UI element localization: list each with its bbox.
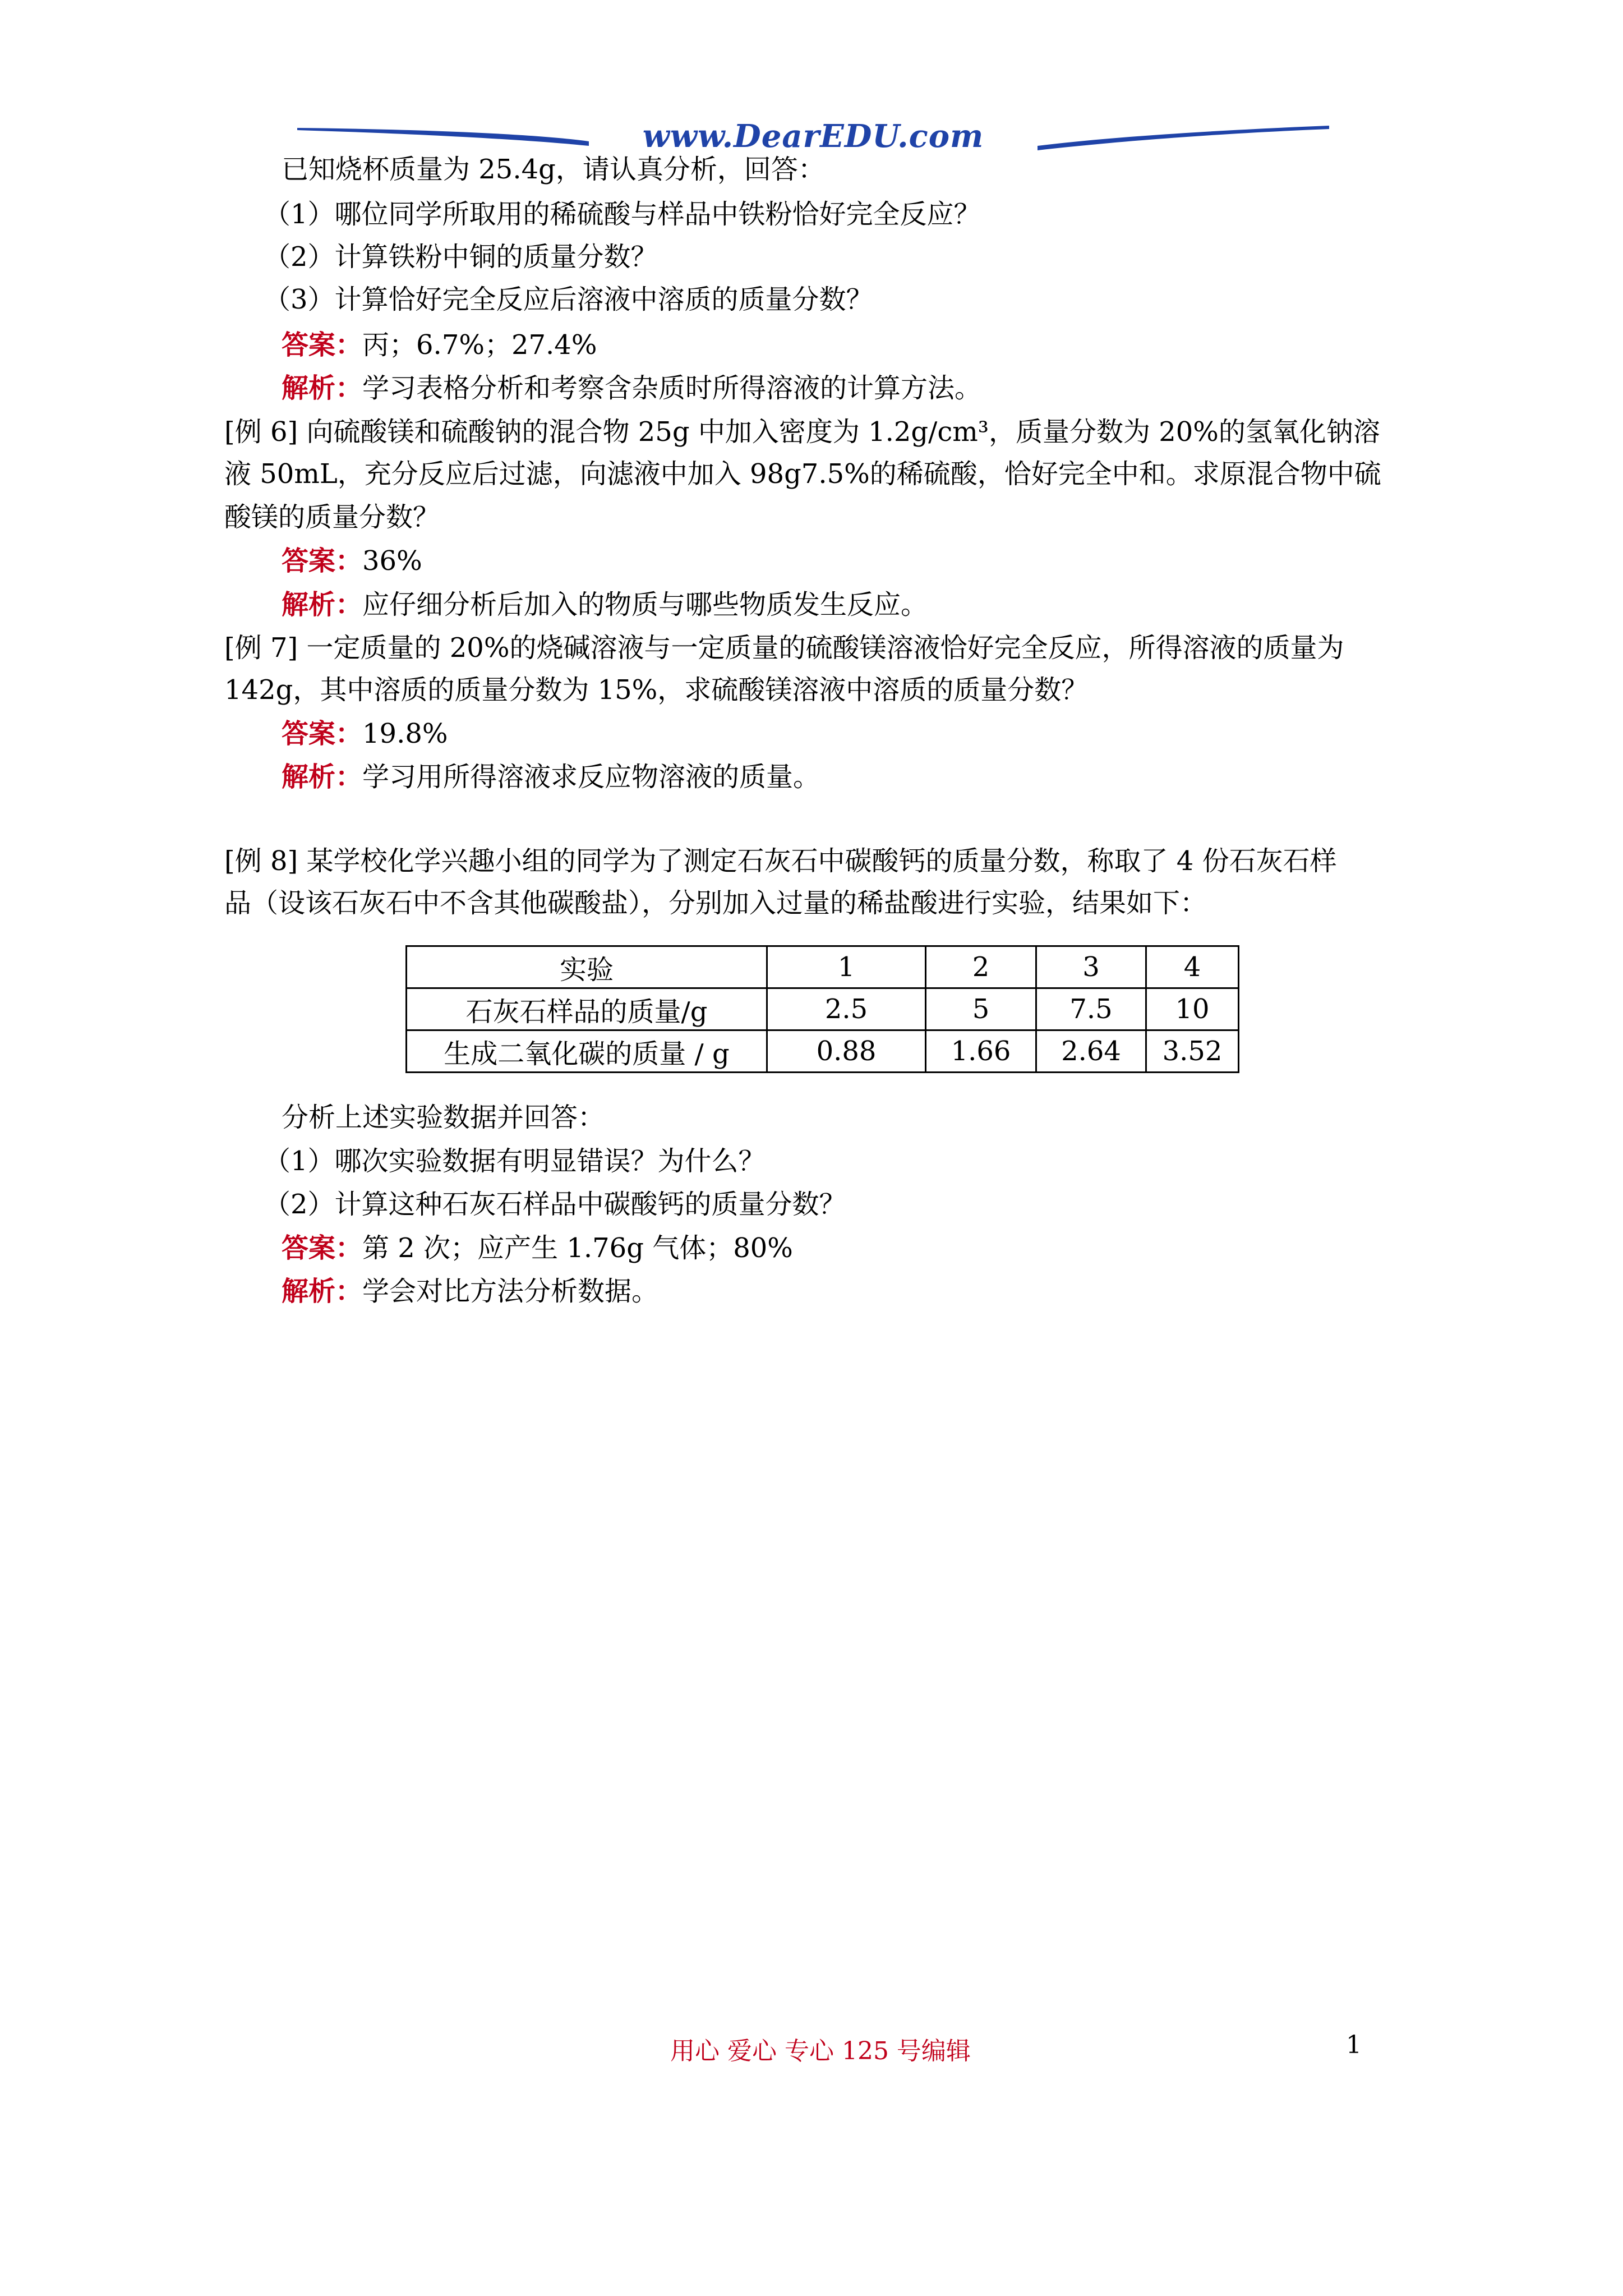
table-cell: 生成二氧化碳的质量 / g (407, 1030, 767, 1073)
answer-text: 36% (362, 545, 422, 577)
table-cell: 7.5 (1036, 988, 1146, 1030)
table-cell: 2 (926, 946, 1036, 988)
table-cell: 实验 (407, 946, 767, 988)
example-6-line-2: 液 50mL，充分反应后过滤，向滤液中加入 98g7.5%的稀硫酸，恰好完全中和。求原混合物中硫 (224, 458, 1381, 490)
table-cell: 3.52 (1146, 1030, 1239, 1073)
answer-text: 19.8% (362, 718, 448, 749)
table-cell: 1.66 (926, 1030, 1036, 1073)
example-8-line-2: 品（设该石灰石中不含其他碳酸盐），分别加入过量的稀盐酸进行实验，结果如下： (224, 887, 1207, 919)
page-number: 1 (1346, 2031, 1362, 2059)
table-row (407, 988, 1239, 1030)
table-row (407, 946, 1239, 988)
table-cell: 3 (1036, 946, 1146, 988)
example-7-line-2: 142g，其中溶质的质量分数为 15%，求硫酸镁溶液中溶质的质量分数？ (224, 674, 1089, 706)
experiment-table (405, 945, 1239, 1073)
example-6-line-1: [例 6] 向硫酸镁和硫酸钠的混合物 25g 中加入密度为 1.2g/cm³，质量分数为 20%的氢氧化钠溶 (224, 416, 1380, 448)
analysis-label: 解析： (282, 589, 363, 620)
analysis-text: 学习表格分析和考察含杂质时所得溶液的计算方法。 (362, 372, 982, 404)
answer-label: 答案： (282, 329, 363, 361)
table-row (407, 1030, 1239, 1073)
question-3: （3）计算恰好完全反应后溶液中溶质的质量分数？ (264, 284, 873, 315)
question-2: （2）计算这种石灰石样品中碳酸钙的质量分数？ (264, 1189, 846, 1220)
table-cell: 5 (926, 988, 1036, 1030)
analysis-line (282, 588, 928, 622)
analysis-label: 解析： (282, 1276, 363, 1307)
analysis-text: 学习用所得溶液求反应物溶液的质量。 (362, 761, 820, 793)
answer-text: 第 2 次；应产生 1.76g 气体；80% (362, 1232, 793, 1264)
table-cell: 1 (767, 946, 926, 988)
answer-label: 答案： (282, 1232, 363, 1264)
question-1: （1）哪位同学所取用的稀硫酸与样品中铁粉恰好完全反应？ (264, 199, 981, 230)
footer-text: 用心 爱心 专心 125 号编辑 (670, 2037, 971, 2065)
analysis-label: 解析： (282, 761, 363, 793)
table-cell: 石灰石样品的质量/g (407, 988, 767, 1030)
question-2: （2）计算铁粉中铜的质量分数？ (264, 241, 658, 273)
answer-line (282, 1231, 793, 1265)
table-cell: 4 (1146, 946, 1239, 988)
analysis-text: 学会对比方法分析数据。 (362, 1276, 659, 1307)
site-logo-text: www.DearEDU.com (642, 118, 984, 155)
table-cell: 10 (1146, 988, 1239, 1030)
page-footer (0, 2031, 1623, 2070)
example-8-line-1: [例 8] 某学校化学兴趣小组的同学为了测定石灰石中碳酸钙的质量分数，称取了 4 份石灰石样 (224, 845, 1337, 877)
answer-line (282, 717, 448, 751)
question-1: （1）哪次实验数据有明显错误？为什么？ (264, 1145, 766, 1177)
analysis-line (282, 1274, 658, 1308)
table-cell: 2.64 (1036, 1030, 1146, 1073)
analysis-line (282, 371, 981, 405)
answer-line (282, 544, 422, 578)
answer-text: 丙；6.7%；27.4% (362, 329, 597, 361)
example-7-line-1: [例 7] 一定质量的 20%的烧碱溶液与一定质量的硫酸镁溶液恰好完全反应，所得溶液的质量为 (224, 632, 1344, 664)
table-cell: 0.88 (767, 1030, 926, 1073)
answer-label: 答案： (282, 718, 363, 749)
analysis-line (282, 760, 820, 794)
paragraph: 已知烧杯质量为 25.4g，请认真分析，回答： (282, 154, 825, 185)
example-6-line-3: 酸镁的质量分数？ (224, 501, 440, 533)
answer-label: 答案： (282, 545, 363, 577)
analysis-label: 解析： (282, 372, 363, 404)
table-cell: 2.5 (767, 988, 926, 1030)
answer-line (282, 328, 597, 362)
paragraph: 分析上述实验数据并回答： (282, 1102, 605, 1133)
analysis-text: 应仔细分析后加入的物质与哪些物质发生反应。 (362, 589, 928, 620)
